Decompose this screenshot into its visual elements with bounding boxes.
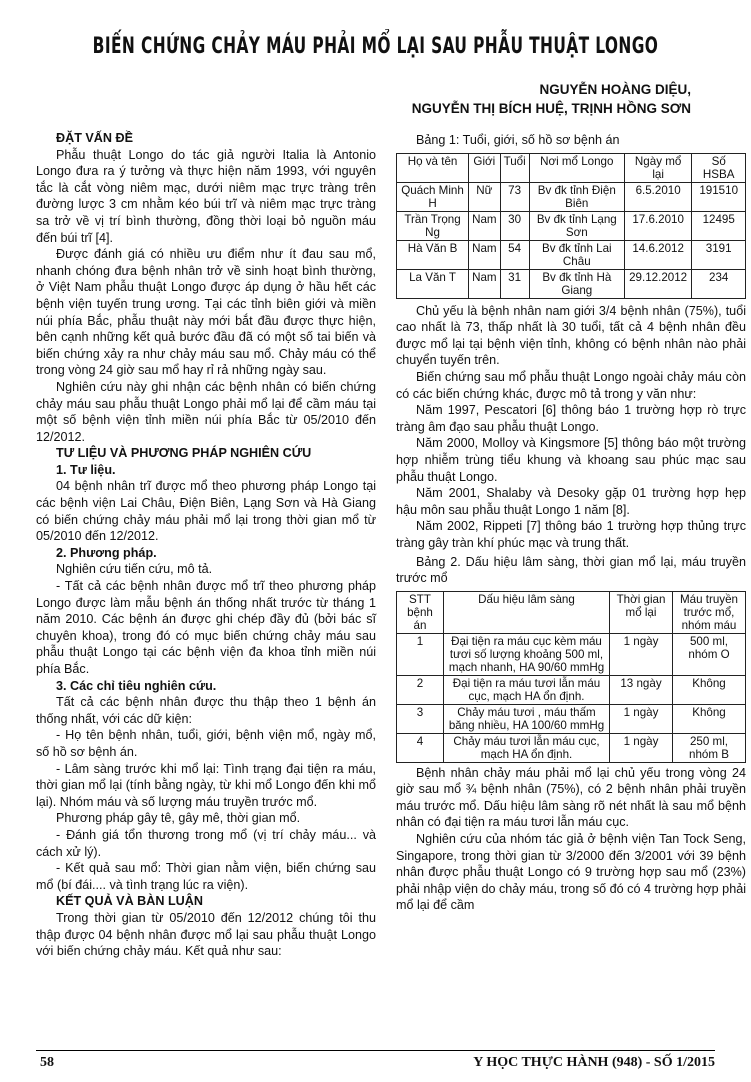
table-2-caption: Bảng 2. Dấu hiệu lâm sàng, thời gian mổ lại, máu truyền trước mổ [396,554,746,586]
table-cell: 1 ngày [610,733,673,762]
table-row [397,633,746,675]
table-header-cell: Giới [469,153,500,182]
authors [412,80,691,118]
table-row [397,704,746,733]
table-cell: 6.5.2010 [624,182,691,211]
paragraph: Biến chứng sau mổ phẫu thuật Longo ngoài chảy máu còn có các biến chứng khác, được mô tả trong y văn như: [396,369,746,401]
paragraph: Chủ yếu là bệnh nhân nam giới 3/4 bệnh nhân (75%), tuổi cao nhất là 73, thấp nhất là 30 tuổi, tất cả 4 bệnh nhân đều được mổ lại tại bệnh viện tỉnh, không có bệnh nhân nào phải chuyển tuyến trên. [396,303,746,368]
table-cell: 1 [397,633,444,675]
table-cell: 12495 [692,211,746,240]
table-cell: Nam [469,240,500,269]
paragraph: - Lâm sàng trước khi mổ lại: Tình trạng đại tiện ra máu, thời gian mổ lại (tính bằng ngày, từ khi mổ Longo đến khi mổ lại). Nhóm máu và số lượng máu truyền trước mổ. [36,761,376,809]
paragraph: - Kết quả sau mổ: Thời gian nằm viện, biến chứng sau mổ (bí đái.... và tình trạng lúc ra viện). [36,861,376,892]
table-1-caption: Bảng 1: Tuổi, giới, số hồ sơ bệnh án [416,133,620,147]
paragraph: - Họ tên bệnh nhân, tuổi, giới, bệnh viện mổ, ngày mổ, số hồ sơ bệnh án. [36,728,376,759]
table-cell: 14.6.2012 [624,240,691,269]
table-cell: Bv đk tỉnh Điện Biên [529,182,624,211]
subheading: 3. Các chỉ tiêu nghiên cứu. [56,678,217,693]
table-cell: Nam [469,211,500,240]
table-row [397,733,746,762]
table-cell: 234 [692,269,746,298]
table-cell: Bv đk tỉnh Lai Châu [529,240,624,269]
paragraph: Bệnh nhân chảy máu phải mổ lại chủ yếu trong vòng 24 giờ sau mổ ¾ bệnh nhân (75%), có 2 bệnh nhân phải truyền máu trước mổ. Dấu hiệu lâm sàng rõ nét nhất là sau mổ bệnh nhân có đại tiện ra máu tươi lẫn máu cục. [396,765,746,830]
table-header-cell: Thời gian mổ lại [610,591,673,633]
table-cell: 3 [397,704,444,733]
paragraph: Tất cả các bệnh nhân được thu thập theo 1 bệnh án thống nhất, với các dữ kiện: [36,695,376,726]
paragraph: Nghiên cứu này ghi nhận các bệnh nhân có biến chứng chảy máu sau phẫu thuật Longo phải mổ lại để cầm máu tại một số bệnh viện tỉnh miền núi phía Bắc từ 05/2010 đến 12/2012. [36,379,376,444]
table-cell: Nữ [469,182,500,211]
paragraph: Nghiên cứu của nhóm tác giả ở bệnh viện Tan Tock Seng, Singapore, trong thời gian từ 3/2000 đến 3/2001 với 39 bệnh nhân được phẫu thuật Longo có 9 trường hợp sau mổ (23%) phải nhập viện do chảy máu, trong số đó có 4 trường hợp phải mổ lại để cầm [396,832,746,913]
table-cell: 31 [500,269,529,298]
table-header-cell: Máu truyền trước mổ, nhóm máu [673,591,746,633]
paragraph: 04 bệnh nhân trĩ được mổ theo phương pháp Longo tại các bệnh viện Lai Châu, Điện Biên, Lạng Sơn và Hà Giang có biến chứng chảy máu phải mổ lại trong thời gian mổ từ 05/2010 đến 12/2012. [36,479,376,544]
paragraph: Phương pháp gây tê, gây mê, thời gian mổ. [56,811,301,826]
table-cell: 2 [397,675,444,704]
table-cell: Đại tiện ra máu cục kèm máu tươi số lượng khoảng 500 ml, mạch nhanh, HA 90/60 mmHg [444,633,610,675]
table-cell: 1 ngày [610,633,673,675]
table-cell: Nam [469,269,500,298]
table-cell: Bv đk tỉnh Lạng Sơn [529,211,624,240]
table-cell: 30 [500,211,529,240]
table-2 [396,591,746,763]
footer-rule [36,1050,715,1051]
table-cell: Hà Văn B [397,240,469,269]
table-cell: 1 ngày [610,704,673,733]
paragraph: Năm 1997, Pescatori [6] thông báo 1 trường hợp rò trực tràng âm đạo sau phẫu thuật Longo. [396,403,746,434]
table-header-cell: Ngày mổ lại [624,153,691,182]
table-cell: 29.12.2012 [624,269,691,298]
table-row [397,675,746,704]
table-cell: 3191 [692,240,746,269]
table-header-cell: Tuổi [500,153,529,182]
table-header-row [397,153,746,182]
table-cell: 500 ml, nhóm O [673,633,746,675]
table-header-row [397,591,746,633]
table-row [397,211,746,240]
table-cell: Quách Minh H [397,182,469,211]
table-cell: 250 ml, nhóm B [673,733,746,762]
table-row [397,182,746,211]
journal-name: Y HỌC THỰC HÀNH (948) - SỐ 1/2015 [473,1055,715,1070]
table-cell: 54 [500,240,529,269]
paragraph: - Đánh giá tổn thương trong mổ (vị trí chảy máu... và cách xử lý). [36,827,376,859]
paragraph: Phẫu thuật Longo do tác giả người Italia là Antonio Longo đưa ra ý tưởng và thực hiện năm 1993, với nguyên tắc là cắt vòng niêm mạc, dưới niêm mạc trực tràng trên đường lược 3 cm nhằm kéo búi trĩ và niêm mạc trực tràng sa trở về vị trí bình thường, đồng thời loại bỏ nguồn máu đến búi trĩ [4]. [36,147,376,245]
table-cell: Bv đk tỉnh Hà Giang [529,269,624,298]
table-1 [396,153,746,299]
paragraph: - Tất cả các bệnh nhân được mổ trĩ theo phương pháp Longo được làm mẫu bệnh án thống nhất trước từ tháng 1 năm 2010. Các bệnh án được ghi chép đầy đủ (bởi bác sĩ chuyên khoa), trong đó có mục biến chứng chảy máu sau phẫu thuật Longo tại các bệnh viện đa khoa tỉnh miền núi phía Bắc. [36,579,376,676]
author-line-2: NGUYỄN THỊ BÍCH HUỆ, TRỊNH HỒNG SƠN [411,101,691,116]
paragraph: Năm 2002, Rippeti [7] thông báo 1 trường hợp thủng trực tràng gây tràn khí phúc mạc và trung thất. [396,519,746,550]
section-heading-methods: TƯ LIỆU VÀ PHƯƠNG PHÁP NGHIÊN CỨU [56,446,312,461]
table-cell: 4 [397,733,444,762]
table-cell: 17.6.2010 [624,211,691,240]
left-column [36,130,376,960]
table-cell: 73 [500,182,529,211]
paragraph: Năm 2001, Shalaby và Desoky gặp 01 trường hợp hẹp hậu môn sau phẫu thuật Longo 1 năm [8]. [396,486,746,517]
table-cell: Chảy máu tươi , máu thấm băng nhiều, HA 100/60 mmHg [444,704,610,733]
page-footer [40,1055,715,1075]
paper-title: BIẾN CHỨNG CHẢY MÁU PHẢI MỔ LẠI SAU PHẪU THUẬT LONGO [92,34,659,59]
subheading: 2. Phương pháp. [56,545,157,560]
table-cell: Không [673,675,746,704]
paragraph: Trong thời gian từ 05/2010 đến 12/2012 chúng tôi thu thập được 04 bệnh nhân được mổ lại sau phẫu thuật Longo với biến chứng chảy máu. Kết quả như sau: [36,910,376,959]
table-row [397,240,746,269]
table-cell: Đại tiện ra máu tươi lẫn máu cục, mạch HA ổn định. [444,675,610,704]
right-column [396,130,746,914]
table-cell: La Văn T [397,269,469,298]
paragraph: Năm 2000, Molloy và Kingsmore [5] thông báo một trường hợp nhiễm trùng tiểu khung và khoang sau phúc mạc sau phẫu thuật Longo. [396,436,746,484]
paragraph: Nghiên cứu tiến cứu, mô tả. [56,562,213,577]
subheading: 1. Tư liệu. [56,462,116,477]
table-cell: Không [673,704,746,733]
table-cell: Trần Trọng Ng [397,211,469,240]
section-heading-results: KẾT QUẢ VÀ BÀN LUẬN [56,894,203,909]
table-cell: Chảy máu tươi lẫn máu cục, mạch HA ổn định. [444,733,610,762]
table-row [397,269,746,298]
author-line-1: NGUYỄN HOÀNG DIỆU, [539,82,691,97]
table-header-cell: Dấu hiệu lâm sàng [444,591,610,633]
section-heading-intro: ĐẶT VẤN ĐỀ [56,131,133,145]
table-header-cell: Nơi mổ Longo [529,153,624,182]
table-cell: 191510 [692,182,746,211]
paragraph: Được đánh giá có nhiều ưu điểm như ít đau sau mổ, nhanh chóng đưa bệnh nhân trở về sinh hoạt bình thường, ở Việt Nam phẫu thuật Longo được áp dụng ở hầu hết các bệnh viện tuyến trung ương. Tại các tỉnh biên giới và miền núi phía Bắc, phẫu thuật này mới bắt đầu được thực hiện, bên cạnh những kết quả bước đầu đã có một số tai biến và biến chứng xảy ra như chảy máu sau mổ. Chảy máu có thể trong vòng 24 giờ sau mổ hay rỉ rả những ngày sau. [36,247,376,378]
page-number: 58 [40,1055,54,1070]
table-header-cell: Họ và tên [397,153,469,182]
table-cell: 13 ngày [610,675,673,704]
table-header-cell: Số HSBA [692,153,746,182]
table-header-cell: STT bệnh án [397,591,444,633]
